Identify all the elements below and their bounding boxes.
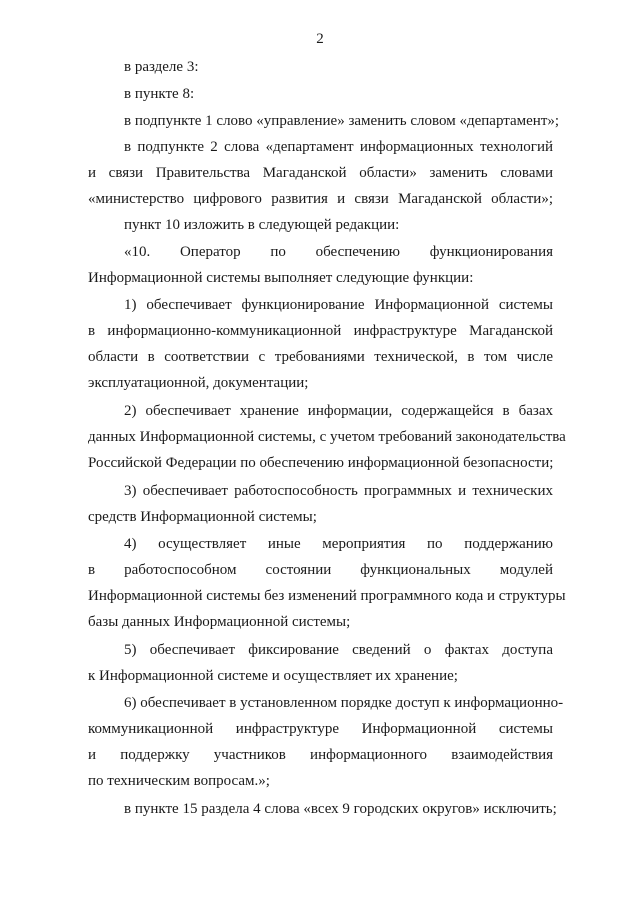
- text-line: 6) обеспечивает в установленном порядке доступ к информационно-: [124, 695, 564, 711]
- text-line: Российской Федерации по обеспечению информационной безопасности;: [88, 455, 554, 471]
- text-line: в пункте 15 раздела 4 слова «всех 9 городских округов» исключить;: [124, 801, 557, 817]
- text-line: Информационной системы без изменений программного кода и структуры: [88, 588, 566, 604]
- text-line: «10. Оператор по обеспечению функционирования: [124, 244, 553, 260]
- text-line: в подпункте 2 слова «департамент информационных технологий: [124, 139, 553, 155]
- page-number: 2: [316, 31, 324, 47]
- text-line: «министерство цифрового развития и связи Магаданской области»;: [88, 191, 553, 207]
- text-line: в пункте 8:: [124, 86, 195, 102]
- text-line: в разделе 3:: [124, 59, 199, 75]
- text-line: базы данных Информационной системы;: [88, 614, 351, 630]
- text-line: Информационной системы выполняет следующие функции:: [88, 270, 474, 286]
- text-line: и поддержку участников информационного взаимодействия: [88, 747, 553, 763]
- text-line: в работоспособном состоянии функциональных модулей: [88, 562, 553, 578]
- text-line: области в соответствии с требованиями технической, в том числе: [88, 349, 553, 365]
- text-line: эксплуатационной, документации;: [88, 375, 309, 391]
- text-line: в информационно-коммуникационной инфраструктуре Магаданской: [88, 323, 553, 339]
- text-line: в подпункте 1 слово «управление» заменить словом «департамент»;: [124, 113, 560, 129]
- text-line: и связи Правительства Магаданской области» заменить словами: [88, 165, 553, 181]
- text-line: по техническим вопросам.»;: [88, 773, 270, 789]
- text-line: 1) обеспечивает функционирование Информационной системы: [124, 297, 553, 313]
- text-line: 4) осуществляет иные мероприятия по поддержанию: [124, 536, 553, 552]
- text-line: 3) обеспечивает работоспособность программных и технических: [124, 483, 553, 499]
- text-line: коммуникационной инфраструктуре Информационной системы: [88, 721, 553, 737]
- text-line: средств Информационной системы;: [88, 509, 317, 525]
- text-line: 5) обеспечивает фиксирование сведений о фактах доступа: [124, 642, 553, 658]
- text-line: 2) обеспечивает хранение информации, содержащейся в базах: [124, 403, 553, 419]
- text-line: к Информационной системе и осуществляет их хранение;: [88, 668, 458, 684]
- text-line: пункт 10 изложить в следующей редакции:: [124, 217, 400, 233]
- text-line: данных Информационной системы, с учетом требований законодательства: [88, 429, 566, 445]
